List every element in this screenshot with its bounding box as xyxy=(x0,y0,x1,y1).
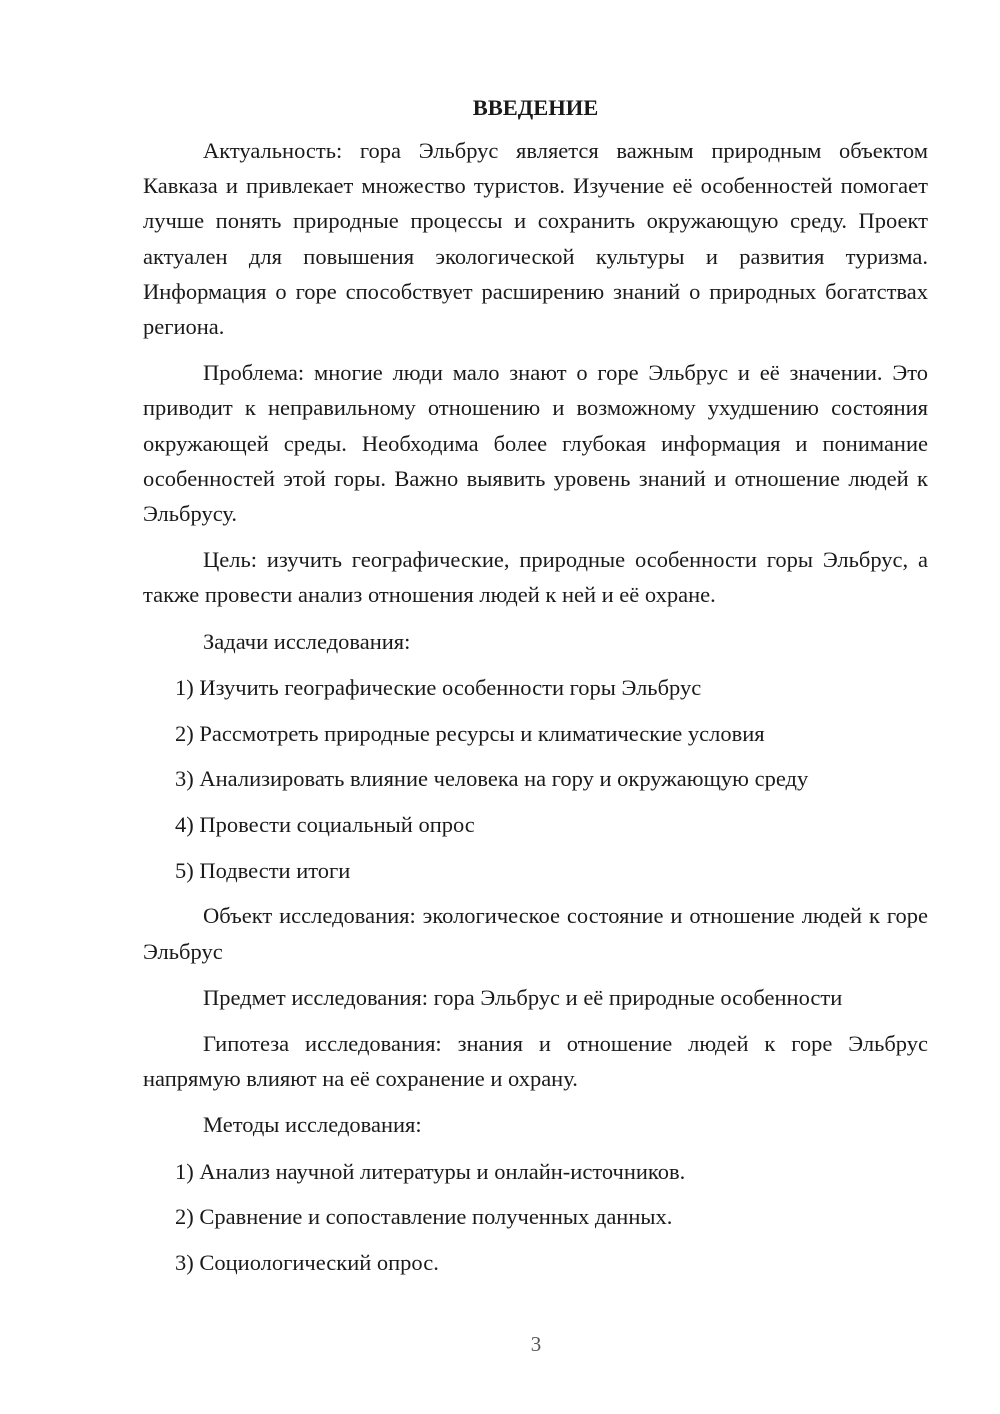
page-content xyxy=(143,95,928,1291)
section-title: ВВЕДЕНИЕ xyxy=(472,95,599,120)
list-item: 4) Провести социальный опрос xyxy=(175,811,475,837)
list-item: 3) Социологический опрос. xyxy=(175,1249,439,1275)
object-paragraph: Объект исследования: экологическое состояние и отношение людей к горе Эльбрус xyxy=(143,903,928,964)
tasks-heading: Задачи исследования: xyxy=(203,628,411,654)
list-item: 5) Подвести итоги xyxy=(175,857,351,883)
methods-list xyxy=(143,1154,928,1281)
list-item: 1) Изучить географические особенности горы Эльбрус xyxy=(175,674,702,700)
methods-heading: Методы исследования: xyxy=(203,1112,422,1138)
relevance-paragraph: Актуальность: гора Эльбрус является важным природным объектом Кавказа и привлекает множество туристов. Изучение её особенностей помогает лучше понять природные процессы и сохранить окружающую среду. Проект актуален для повышения экологической культуры и развития туризма. Информация о горе способствует расширению знаний о природных богатствах региона. xyxy=(143,138,928,340)
list-item: 1) Анализ научной литературы и онлайн-источников. xyxy=(175,1158,686,1184)
page-number: 3 xyxy=(530,1332,542,1356)
goal-paragraph: Цель: изучить географические, природные особенности горы Эльбрус, а также провести анализ отношения людей к ней и её охране. xyxy=(143,547,928,608)
list-item: 2) Сравнение и сопоставление полученных данных. xyxy=(175,1204,673,1230)
list-item: 2) Рассмотреть природные ресурсы и климатические условия xyxy=(175,720,765,746)
tasks-list xyxy=(143,670,928,888)
list-item: 3) Анализировать влияние человека на гору и окружающую среду xyxy=(175,766,809,792)
hypothesis-paragraph: Гипотеза исследования: знания и отношение людей к горе Эльбрус напрямую влияют на её сохранение и охрану. xyxy=(143,1030,928,1092)
subject-paragraph: Предмет исследования: гора Эльбрус и её природные особенности xyxy=(203,984,843,1010)
problem-paragraph: Проблема: многие люди мало знают о горе Эльбрус и её значении. Это приводит к неправильному отношению и возможному ухудшению состояния окружающей среды. Необходима более глубокая информация и понимание особенностей этой горы. Важно выявить уровень знаний и отношение людей к Эльбрусу. xyxy=(143,360,928,527)
